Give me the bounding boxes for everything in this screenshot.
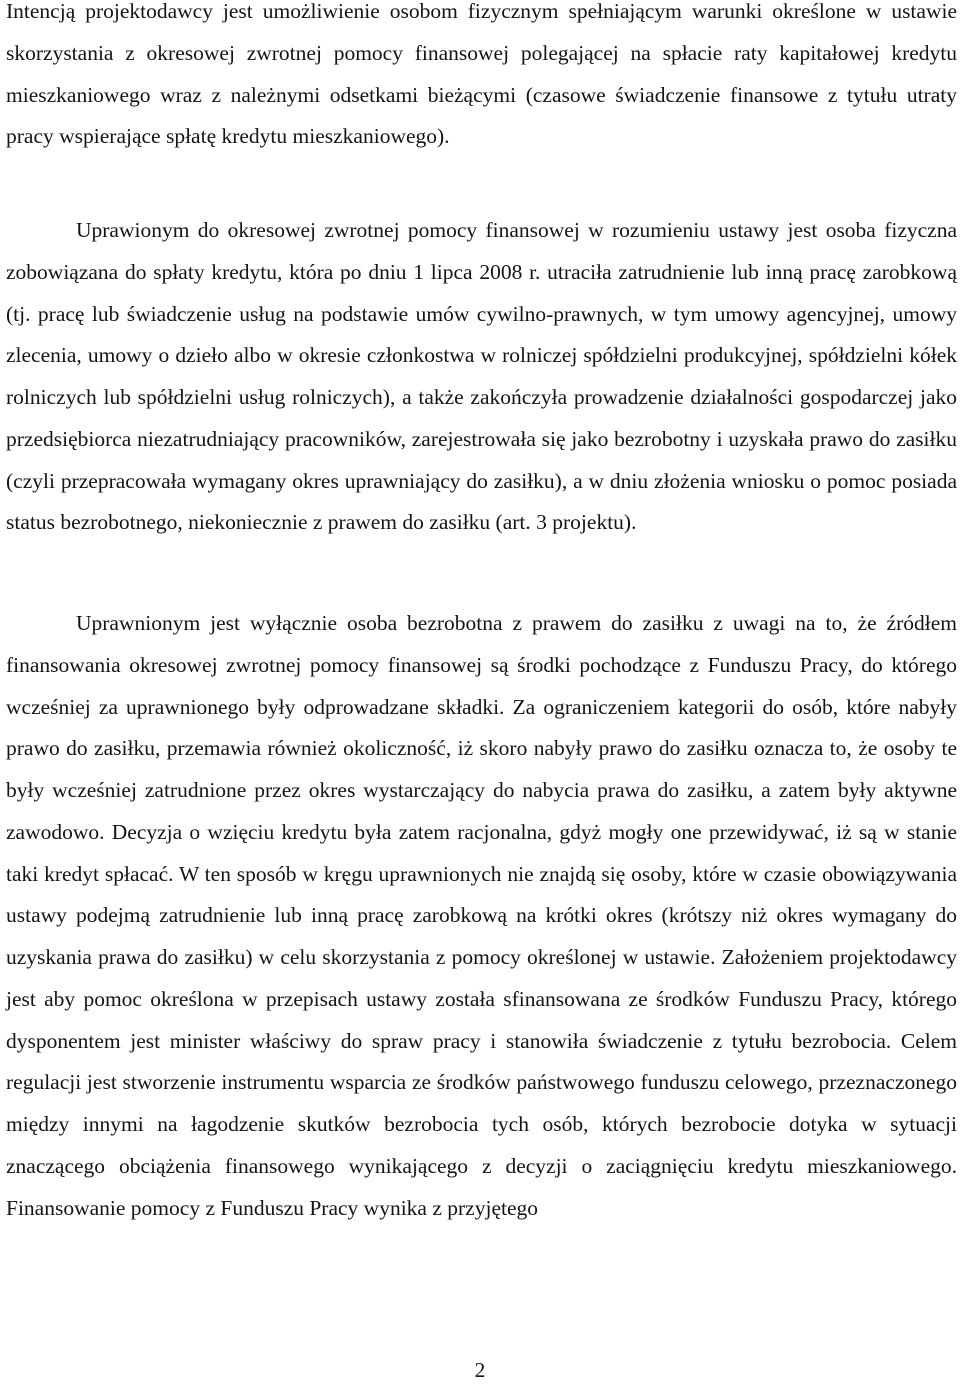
paragraph-3: Uprawnionym jest wyłącznie osoba bezrobotna z prawem do zasiłku z uwagi na to, że źródłem finansowania okresowej zwrotnej pomocy finansowej są środki pochodzące z Funduszu Pracy, do którego wcześniej za uprawnionego były odprowadzane składki. Za ograniczeniem kategorii do osób, które nabyły prawo do zasiłku, przemawia również okoliczność, iż skoro nabyły prawo do zasiłku oznacza to, że osoby te były wcześniej zatrudnione przez okres wystarczający do nabycia prawa do zasiłku, a zatem były aktywne zawodowo. Decyzja o wzięciu kredytu była zatem racjonalna, gdyż mogły one przewidywać, iż są w stanie taki kredyt spłacać. W ten sposób w kręgu uprawnionych nie znajdą się osoby, które w czasie obowiązywania ustawy podejmą zatrudnienie lub inną pracę zarobkową na krótki okres (krótszy niż okres wymagany do uzyskania prawa do zasiłku) w celu skorzystania z pomocy określonej w ustawie. Założeniem projektodawcy jest aby pomoc określona w przepisach ustawy została sfinansowana ze środków Funduszu Pracy, którego dysponentem jest minister właściwy do spraw pracy i stanowiła świadczenie z tytułu bezrobocia. Celem regulacji jest stworzenie instrumentu wsparcia ze środków państwowego funduszu celowego, przeznaczonego między innymi na łagodzenie skutków bezrobocia tych osób, których bezrobocie dotyka w sytuacji znaczącego obciążenia finansowego wynikającego z decyzji o zaciągnięciu kredytu mieszkaniowego. Finansowanie pomocy z Funduszu Pracy wynika z przyjętego xyxy=(6,611,957,1220)
page-number: 2 xyxy=(474,1358,486,1382)
paragraph-2: Uprawionym do okresowej zwrotnej pomocy finansowej w rozumieniu ustawy jest osoba fizyczna zobowiązana do spłaty kredytu, która po dniu 1 lipca 2008 r. utraciła zatrudnienie lub inną pracę zarobkową (tj. pracę lub świadczenie usług na podstawie umów cywilno-prawnych, w tym umowy agencyjnej, umowy zlecenia, umowy o dzieło albo w okresie członkostwa w rolniczej spółdzielni produkcyjnej, spółdzielni kółek rolniczych lub spółdzielni usług rolniczych), a także zakończyła prowadzenie działalności gospodarczej jako przedsiębiorca niezatrudniający pracowników, zarejestrowała się jako bezrobotny i uzyskała prawo do zasiłku (czyli przepracowała wymagany okres uprawniający do zasiłku), a w dniu złożenia wniosku o pomoc posiada status bezrobotnego, niekoniecznie z prawem do zasiłku (art. 3 projektu). xyxy=(6,218,957,535)
paragraph-1: Intencją projektodawcy jest umożliwienie osobom fizycznym spełniającym warunki określone w ustawie skorzystania z okresowej zwrotnej pomocy finansowej polegającej na spłacie raty kapitałowej kredytu mieszkaniowego wraz z należnymi odsetkami bieżącymi (czasowe świadczenie finansowe z tytułu utraty pracy wspierające spłatę kredytu mieszkaniowego). xyxy=(6,0,957,149)
